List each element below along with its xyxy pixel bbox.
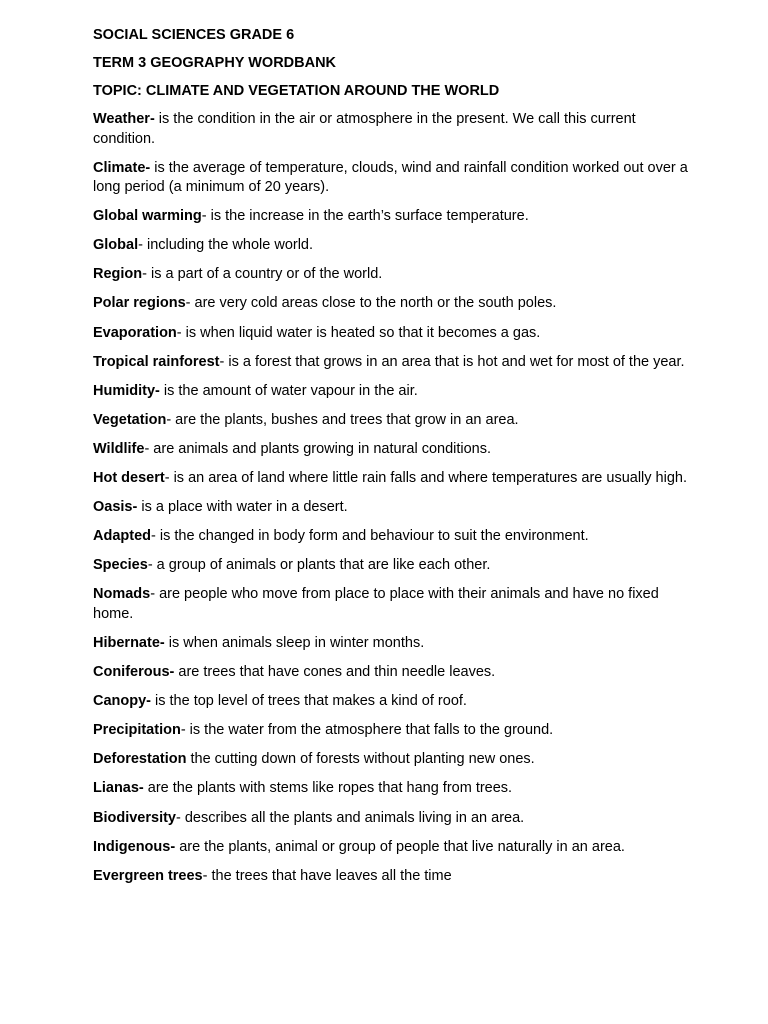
wordbank-entry bbox=[93, 265, 693, 285]
entry-definition: is the average of temperature, clouds, wind and rainfall condition worked out over a long period (a minimum of 20 years). bbox=[93, 159, 688, 196]
entry-definition: is the condition in the air or atmosphere in the present. We call this current condition. bbox=[93, 111, 636, 147]
term-heading: TERM 3 GEOGRAPHY WORDBANK bbox=[93, 55, 337, 71]
entry-definition: are the plants with stems like ropes that hang from trees. bbox=[143, 780, 513, 797]
entry-definition: is when animals sleep in winter months. bbox=[164, 635, 425, 651]
wordbank-entry bbox=[93, 159, 693, 198]
entry-definition: - is the water from the atmosphere that falls to the ground. bbox=[180, 722, 554, 739]
entry-term: Climate- bbox=[93, 159, 151, 176]
wordbank-entry bbox=[93, 527, 693, 547]
entry-term: Biodiversity bbox=[93, 809, 176, 826]
entry-definition: - is an area of land where little rain falls and where temperatures are usually high. bbox=[164, 470, 687, 487]
entry-term: Global warming bbox=[93, 208, 202, 225]
entry-term: Deforestation bbox=[93, 751, 187, 768]
entry-term: Weather- bbox=[93, 111, 155, 127]
subject-heading: SOCIAL SCIENCES GRADE 6 bbox=[93, 27, 295, 43]
entry-definition: is the top level of trees that makes a kind of roof. bbox=[151, 693, 467, 710]
wordbank-entry bbox=[93, 110, 693, 149]
wordbank-page bbox=[93, 26, 693, 896]
wordbank-entry bbox=[93, 498, 693, 518]
entry-term: Precipitation bbox=[93, 722, 181, 739]
entry-definition: - are the plants, bushes and trees that grow in an area. bbox=[166, 411, 519, 428]
entry-term: Hot desert bbox=[93, 470, 165, 487]
wordbank-entry bbox=[93, 809, 693, 829]
entry-definition: is a place with water in a desert. bbox=[137, 499, 348, 516]
entry-definition: - is a forest that grows in an area that is hot and wet for most of the year. bbox=[219, 353, 685, 370]
wordbank-entry bbox=[93, 634, 693, 654]
entry-definition: is the amount of water vapour in the air. bbox=[159, 382, 418, 399]
entry-term: Global bbox=[93, 237, 139, 254]
wordbank-entry bbox=[93, 411, 693, 431]
entry-definition: the cutting down of forests without planting new ones. bbox=[186, 751, 535, 768]
wordbank-entry bbox=[93, 324, 693, 344]
wordbank-entry bbox=[93, 382, 693, 402]
entry-definition: - including the whole world. bbox=[138, 237, 314, 254]
entry-term: Region bbox=[93, 266, 143, 283]
entry-term: Hibernate- bbox=[93, 635, 165, 651]
topic-heading: TOPIC: CLIMATE AND VEGETATION AROUND THE WORLD bbox=[93, 83, 500, 99]
entry-definition: - is the changed in body form and behaviour to suit the environment. bbox=[151, 528, 589, 545]
entry-definition: - are animals and plants growing in natural conditions. bbox=[144, 440, 492, 457]
wordbank-entry bbox=[93, 779, 693, 799]
wordbank-entry bbox=[93, 469, 693, 489]
wordbank-entry bbox=[93, 236, 693, 256]
entry-term: Polar regions bbox=[93, 295, 186, 312]
entry-definition: - is the increase in the earth’s surface temperature. bbox=[201, 208, 529, 225]
wordbank-entry bbox=[93, 867, 693, 887]
entry-definition: - is when liquid water is heated so that it becomes a gas. bbox=[176, 324, 541, 341]
wordbank-entry bbox=[93, 294, 693, 314]
wordbank-entry bbox=[93, 585, 693, 624]
wordbank-entry bbox=[93, 721, 693, 741]
entry-term: Vegetation bbox=[93, 411, 167, 428]
entry-term: Humidity- bbox=[93, 382, 160, 399]
entry-term: Evaporation bbox=[93, 324, 177, 341]
entry-term: Oasis- bbox=[93, 499, 138, 516]
entry-term: Evergreen trees bbox=[93, 867, 203, 884]
entry-definition: - the trees that have leaves all the time bbox=[202, 867, 452, 884]
wordbank-entry bbox=[93, 440, 693, 460]
wordbank-entry bbox=[93, 692, 693, 712]
wordbank-entry bbox=[93, 663, 693, 683]
entry-definition: - a group of animals or plants that are like each other. bbox=[147, 557, 491, 574]
wordbank-entry bbox=[93, 556, 693, 576]
entry-definition: - are people who move from place to place with their animals and have no fixed home. bbox=[93, 586, 659, 622]
entry-definition: - describes all the plants and animals living in an area. bbox=[176, 809, 525, 826]
entry-term: Adapted bbox=[93, 528, 151, 545]
document-header bbox=[93, 26, 693, 100]
entry-term: Wildlife bbox=[93, 440, 145, 457]
wordbank-entry bbox=[93, 207, 693, 227]
entry-definition: are the plants, animal or group of people that live naturally in an area. bbox=[175, 838, 625, 855]
entry-definition: are trees that have cones and thin needle leaves. bbox=[174, 664, 496, 681]
entry-term: Species bbox=[93, 557, 148, 574]
entry-term: Tropical rainforest bbox=[93, 353, 220, 370]
entry-term: Coniferous- bbox=[93, 664, 175, 681]
wordbank-entry bbox=[93, 750, 693, 770]
entry-definition: - are very cold areas close to the north or the south poles. bbox=[185, 295, 557, 312]
entry-term: Indigenous- bbox=[93, 838, 176, 855]
wordbank-entry bbox=[93, 838, 693, 858]
entry-term: Lianas- bbox=[93, 780, 144, 797]
wordbank-list bbox=[93, 110, 693, 886]
entry-term: Nomads bbox=[93, 586, 151, 603]
wordbank-entry bbox=[93, 353, 693, 373]
entry-term: Canopy- bbox=[93, 693, 151, 710]
entry-definition: - is a part of a country or of the world. bbox=[142, 266, 383, 283]
